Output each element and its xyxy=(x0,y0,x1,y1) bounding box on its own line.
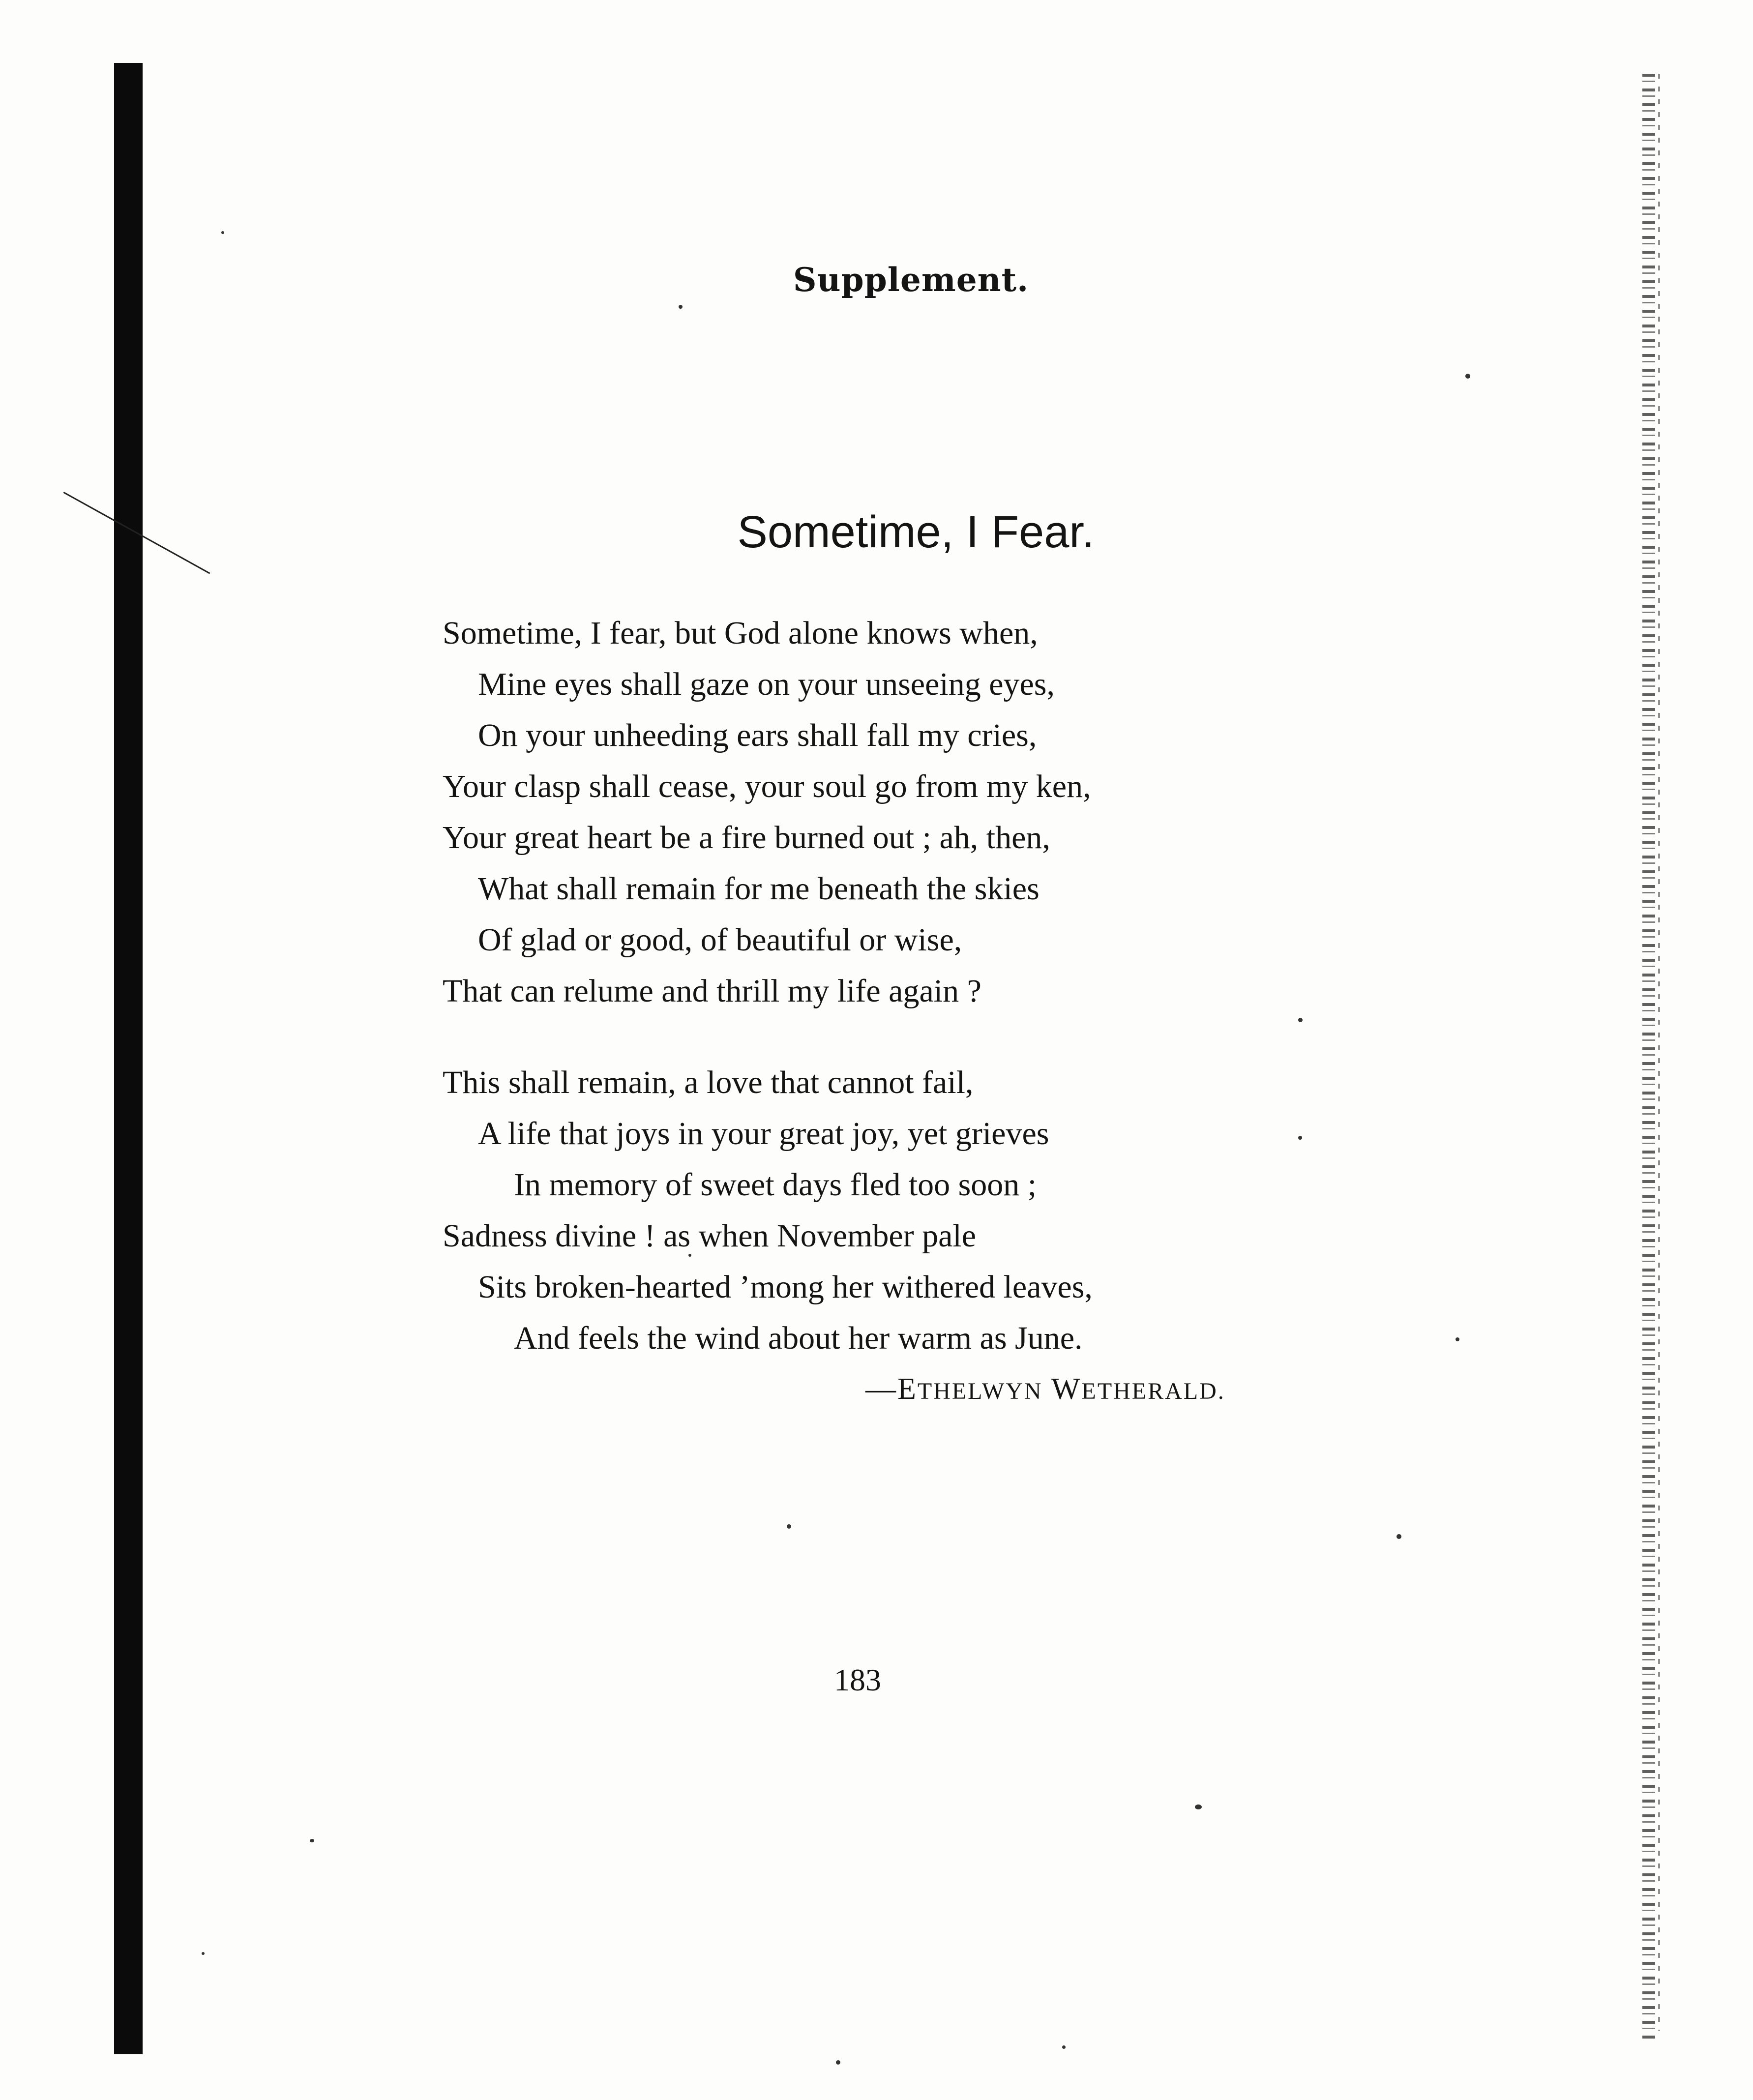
speck xyxy=(1465,374,1470,379)
binding-edge xyxy=(114,63,143,2054)
poem-line: Of glad or good, of beautiful or wise, xyxy=(478,922,962,958)
speck xyxy=(310,1839,314,1842)
poem-line: This shall remain, a love that cannot fail, xyxy=(443,1065,974,1100)
poem-attribution: —ETHELWYN WETHERALD. xyxy=(865,1372,1225,1406)
poem-line: That can relume and thrill my life again ? xyxy=(443,973,981,1009)
speck xyxy=(1062,2045,1066,2049)
speck xyxy=(787,1524,791,1529)
poem-line: Sometime, I fear, but God alone knows when, xyxy=(443,615,1038,651)
poem-title: Sometime, I Fear. xyxy=(737,507,1095,557)
poem-line: And feels the wind about her warm as June. xyxy=(514,1320,1083,1356)
poem-line: Your clasp shall cease, your soul go from my ken, xyxy=(443,769,1091,804)
speck xyxy=(221,231,224,234)
speck xyxy=(679,305,683,309)
page-edge-speckle xyxy=(1642,74,1655,2041)
speck xyxy=(1195,1804,1202,1809)
poem-line: On your unheeding ears shall fall my cries, xyxy=(478,717,1037,753)
speck xyxy=(1396,1534,1401,1539)
poem-line: Mine eyes shall gaze on your unseeing eyes, xyxy=(478,666,1055,702)
poem-line: Sadness divine ! as when November pale xyxy=(443,1218,977,1254)
page-number: 183 xyxy=(834,1662,881,1697)
poem-line: A life that joys in your great joy, yet grieves xyxy=(478,1116,1049,1152)
poem-line: Sits broken-hearted ’mong her withered leaves, xyxy=(478,1269,1093,1305)
speck xyxy=(1298,1018,1303,1022)
speck xyxy=(836,2060,840,2065)
speck xyxy=(1298,1136,1302,1140)
speck xyxy=(1456,1337,1459,1341)
poem-line: Your great heart be a fire burned out ; ah, then, xyxy=(443,820,1050,856)
running-header: Supplement. xyxy=(793,261,1029,299)
poem-line: In memory of sweet days fled too soon ; xyxy=(514,1167,1037,1203)
speck xyxy=(202,1952,205,1955)
page-edge-line xyxy=(1658,74,1660,2031)
poem-stanza-1 xyxy=(443,608,1091,1017)
poem-stanza-2 xyxy=(443,1057,1093,1364)
poem-line: What shall remain for me beneath the skies xyxy=(478,871,1040,907)
